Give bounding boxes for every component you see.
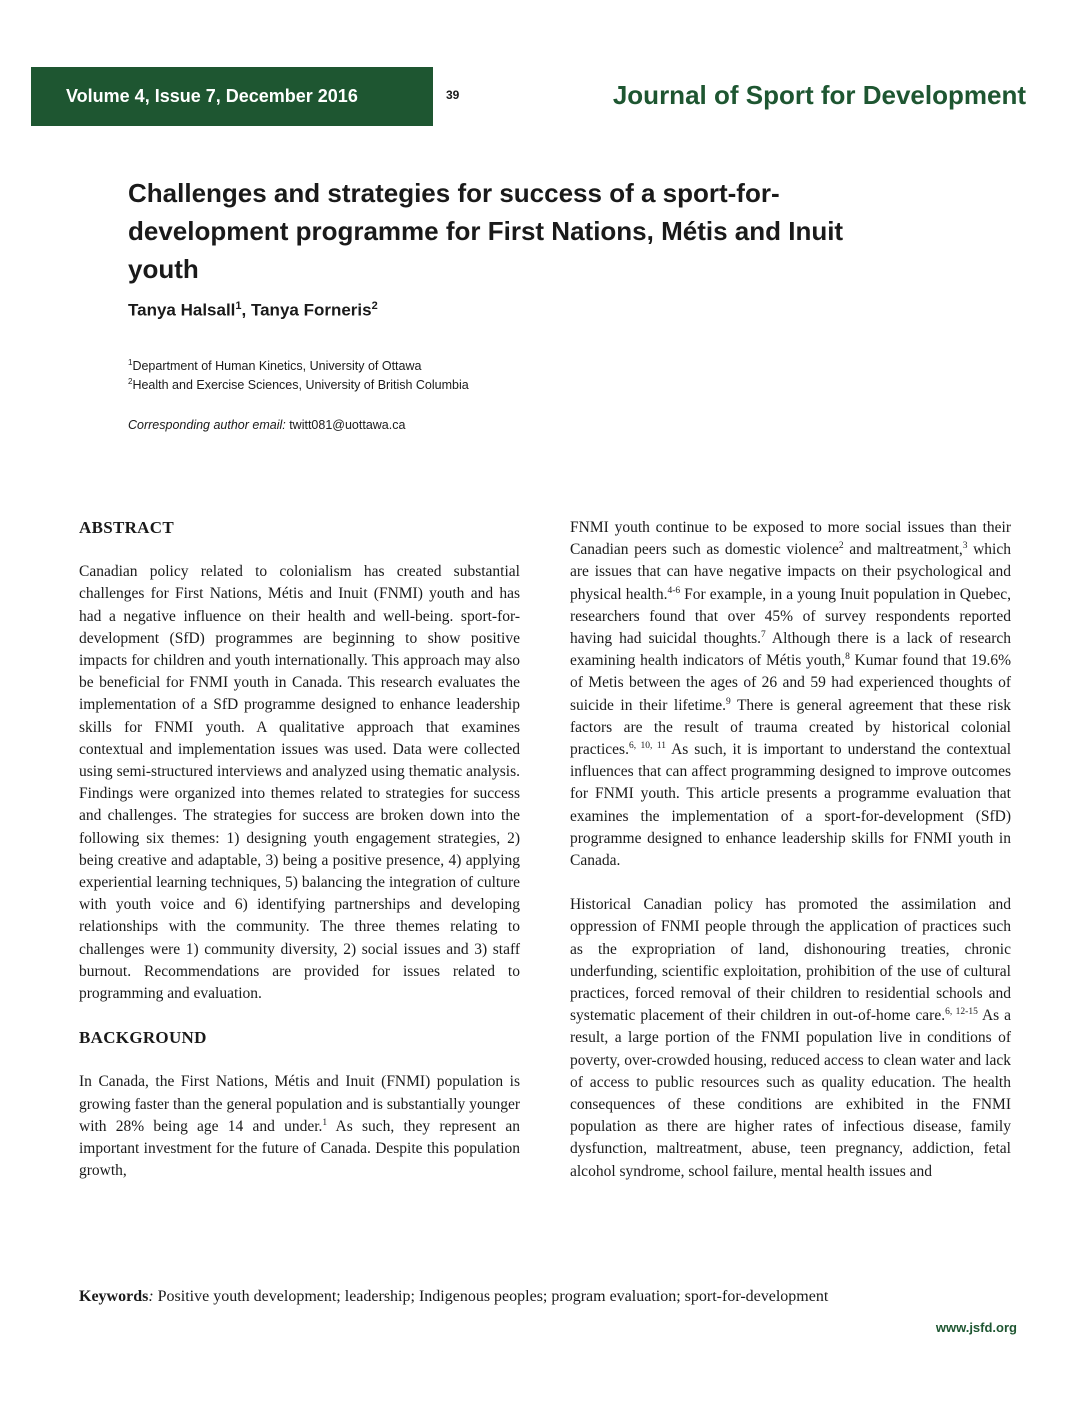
body-text: As a result, a large portion of the FNMI population live in conditions of poverty, over-crowded housing, reduced access to clean water and lack of access to public resources such as quality education. The health consequences of these conditions are exhibited in the FNMI population as there are higher rates of infectious disease, family dysfunction, maltreatment, abuse, teen pregnancy, addiction, fetal alcohol syndrome, school failure, mental health issues and <box>570 1007 1011 1180</box>
volume-issue-date: Volume 4, Issue 7, December 2016 <box>66 86 358 106</box>
keywords-label: Keywords <box>79 1288 149 1305</box>
background-heading: BACKGROUND <box>79 1028 207 1048</box>
body-text: Kumar found that 19.6% of Metis between the ages of 26 and 59 had experienced thoughts of suicide in their lifetime. <box>570 652 1011 714</box>
background-paragraph <box>79 1071 520 1182</box>
citation-marker: 8 <box>845 652 850 663</box>
body-text: which are issues that can have negative impacts on their psychological and physical health. <box>570 541 1011 603</box>
footer-website-link[interactable]: www.jsfd.org <box>935 1320 1017 1335</box>
body-text: FNMI youth continue to be exposed to more social issues than their Canadian peers such as domestic violence <box>570 519 1011 559</box>
keywords-list: Positive youth development; leadership; Indigenous peoples; program evaluation; sport-for-development <box>157 1288 829 1305</box>
author-name: Tanya Forneris <box>250 300 372 320</box>
affiliation-line <box>128 355 469 374</box>
affiliation-line <box>128 374 469 393</box>
affiliation-marker: 2 <box>128 377 133 387</box>
citation-marker: 7 <box>761 629 766 640</box>
keywords <box>79 1288 1039 1306</box>
body-text: Historical Canadian policy has promoted the assimilation and oppression of FNMI people through the application of practices such as the expropriation of land, dishonouring treaties, chronic underfunding, scientific exploitation, prohibition of the use of cultural practices, forced removal of their children to residential schools and systematic placement of their children in out-of-home care. <box>570 896 1011 1025</box>
article-title: Challenges and strategies for success of a sport-for-development programme for First Nations, Métis and Inuit youth <box>128 178 844 284</box>
author-separator: , <box>241 300 251 320</box>
author-affiliation-marker: 2 <box>371 300 378 312</box>
keywords-colon: : <box>148 1288 158 1305</box>
background-paragraph <box>570 517 1011 872</box>
body-text: and maltreatment, <box>843 541 963 559</box>
corresponding-author <box>128 418 405 432</box>
corresponding-author-label: Corresponding author email: <box>128 418 290 432</box>
left-column <box>79 517 520 1204</box>
citation-marker: 6, 10, 11 <box>628 740 667 751</box>
abstract-text: Canadian policy related to colonialism has created substantial challenges for First Nations, Métis and Inuit (FNMI) youth and has had a negative influence on their health and well-being. sport-for-development (SfD) programmes are beginning to show positive impacts for children and youth internationally. This approach may also be beneficial for FNMI youth in Canada. This research evaluates the implementation of a SfD programme designed to enhance leadership skills for FNMI youth. A qualitative approach that examines contextual and implementation issues was used. Data were collected using semi-structured interviews and analyzed using thematic analysis. Findings were organized into themes related to strategies for success and challenges. The strategies for success are broken down into the following six themes: 1) designing youth engagement strategies, 2) being creative and adaptable, 3) being a positive presence, 4) applying experiential learning techniques, 5) balancing the integration of culture with youth voice and 6) identifying partnerships and developing relationships with the community. The three themes relating to challenges were 1) community diversity, 2) social issues and 3) staff burnout. Recommendations are provided for issues related to programming and evaluation. <box>79 563 520 1003</box>
volume-banner <box>31 67 433 126</box>
body-text: There is general agreement that these risk factors are the result of trauma created by historical colonial practices. <box>570 696 1011 759</box>
corresponding-author-email: twitt081@uottawa.ca <box>289 418 406 432</box>
citation-marker: 9 <box>725 696 731 707</box>
citation-marker: 1 <box>322 1117 328 1128</box>
body-text: As such, it is important to understand the contextual influences that can affect programming designed to improve outcomes for FNMI youth. This article presents a programme evaluation that examines the implementation of a sport-for-development (SfD) programme designed to enhance leadership skills for FNMI youth in Canada. <box>570 741 1012 870</box>
author-name: Tanya Halsall <box>128 300 236 320</box>
citation-marker: 4-6 <box>667 585 681 596</box>
body-text: For example, in a young Inuit population in Quebec, researchers found that over 45% of survey respondents reported having had suicidal thoughts. <box>570 585 1011 648</box>
abstract-heading: ABSTRACT <box>79 518 174 537</box>
body-text: In Canada, the First Nations, Métis and Inuit (FNMI) population is growing faster than the general population and is substantially younger with 28% being age 14 and under. <box>79 1073 520 1135</box>
affiliation-marker: 1 <box>128 358 133 367</box>
right-column <box>570 517 1011 1205</box>
background-paragraph <box>570 894 1011 1183</box>
body-text: As such, they represent an important investment for the future of Canada. Despite this population growth, <box>79 1117 521 1180</box>
affiliation-text: Department of Human Kinetics, University of Ottawa <box>132 359 422 374</box>
author-list <box>128 300 378 321</box>
affiliations <box>128 355 469 393</box>
affiliation-text: Health and Exercise Sciences, University of British Columbia <box>132 378 469 393</box>
author-affiliation-marker: 1 <box>235 300 242 312</box>
citation-marker: 2 <box>838 541 844 552</box>
journal-title: Journal of Sport for Development <box>612 80 1026 110</box>
citation-marker: 6, 12-15 <box>945 1007 978 1018</box>
citation-marker: 3 <box>962 541 968 552</box>
page-number: 39 <box>446 88 460 102</box>
body-text: Although there is a lack of research examining health indicators of Métis youth, <box>570 630 1012 670</box>
